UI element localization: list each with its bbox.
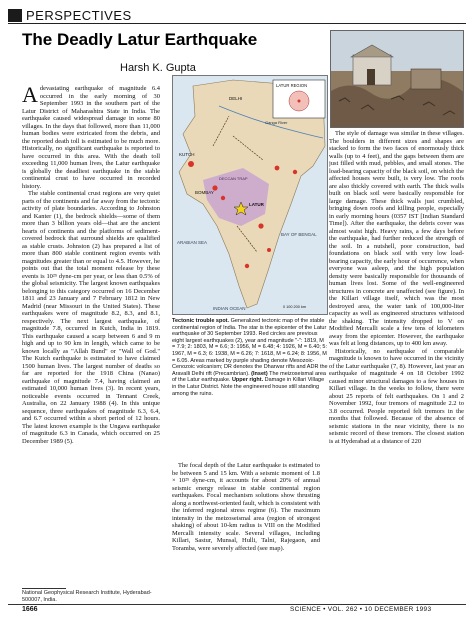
header-block-marker [8,9,22,22]
earthquake-marker-3 [258,223,263,228]
map-label-bay-of-bengal: BAY OF BENGAL [281,232,317,237]
caption-heading-photo: Upper right. [231,377,264,384]
map-scale-label: 0 100 200 km [283,305,307,309]
inset-title-label: LATUR REGION [276,83,308,88]
body-column-left [22,85,160,585]
earthquake-marker-6 [293,170,297,174]
caption-heading-map: Tectonic trouble spot. [172,318,230,324]
map-label-arabian-sea: ARABIAN SEA [177,240,208,245]
article-author: Harsh K. Gupta [120,62,196,74]
map-label-kutch: KUTCH [179,152,195,157]
caption-text-map: Generalized tectonic map of the stable continental region of India. The star is the epicenter of the Latur earthquake of 30 September 1993. Red circles are previous eight largest earthquakes (2), year and magnitude "-": 1819, M = 7.9; 2: 1803, M = 6.6; 3: 1956, M = 6.48; 4: 1926, M = 6.40; 5: 1967, M = 6.3; 6: 1938, M = 6.26; 7: 1618, M = 6.24; 8: 1956, M = 6.05. Areas marked by purple shading denote Mesozoic-Cenozoic volcanism; DR denotes the Dharwar rifts and ADR the Aravalli Delhi rift (Precambrian). [172,318,328,377]
paragraph-1-text: devastating earthquake of magnitude 6.4 occurred in the early morning of 30 September 1993 in the southern part of the Latur District of Maharashtra State in India. The earthquake caused widespread damage in some 80 villages. In the days that followed, more than 11,000 human bodies were extricated from the debris, and the reported death toll is estimated to be much more. Historically, no significant earthquake is reported to have occurred in this area. With the death toll exceeding 11,000 human lives, the Latur earthquake is globally the deadliest earthquake in the stable continental crust to have occurred in recorded history. [22,85,160,190]
map-label-bombay: BOMBAY [195,190,214,195]
paragraph-5: Historically, no earthquake of comparable magnitude is known to have occurred in the vicinity of the Latur earthquake (7, 8). However, last year an earthquake of magnitude 4 on 18 October 1992 caused minor structural damages to a few houses in Killari village. In the weeks to follow, there were about 25 reports of felt earthquakes. On 1 and 2 November 1992, four tremors of magnitude 2.2 to 3.8 occurred. People reported felt tremors in the months that followed. Because of the absence of seismic stations in the near vicinity, there is no seismic record of these tremors. The closest station is at Hyderabad at a distance of 220 [329,347,464,445]
page-number: 1666 [22,606,38,613]
earthquake-marker-8 [267,248,271,252]
photo-house-door [367,69,375,85]
tectonic-map-figure [172,75,328,315]
map-label-indian-ocean: INDIAN OCEAN [213,306,246,311]
body-column-middle [172,462,320,592]
earthquake-marker-4 [275,166,280,171]
body-column-right [329,130,464,592]
earthquake-marker-1 [188,161,194,167]
map-label-latur: LATUR [249,202,264,207]
section-header [8,8,466,24]
author-affiliation: National Geophysical Research Institute, Hyderabad-500007, India. [22,590,152,603]
earthquake-marker-7 [245,264,249,268]
map-label-delhi: DELHI [229,96,243,101]
photo-ruined-wall [411,69,441,89]
caption-heading-inset: (Inset) [251,370,268,377]
photo-sky [331,31,464,71]
inset-epicenter [298,100,301,103]
caption-text-photo: Damage in Killari Village in the Latur District. Note the engineered house still standing among the ruins. [172,377,325,397]
earthquake-marker-5 [221,196,225,200]
killari-damage-photo [330,30,464,128]
paragraph-4: The style of damage was similar in these villages. The boulders in different sizes and shapes are stacked to form the two faces of enormously thick walls (up to 4 feet), and the gaps between them are just filled with mud, pebbles, and small stones. The load-bearing capacity of the black soil, on which the affected houses were built, is very low. The roofs are also thickly covered with earth. The thick walls built on black soil were basically responsible for large damage. These thick walls just crumbled, bringing down roofs and killing people, especially in early morning hours (0357 IST [Indian Standard Time]). After the earthquake, the debris cover was almost waist high. Heavy rains, a few days before the earthquake, had further reduced the strength of the soil. In a nutshell, poor construction, bad foundations on black soil with very low load-bearing capacity, the early hour of occurrence, when everyone was asleep, and the high population density were basically responsible for thousands of human lives lost. Some of the well-engineered structures in concrete are unaffected (see figure). In the Killari village itself, which was the most destroyed area, the water tank of 100,000-liter capacity as well as engineered structures withstood the shaking. The intensity dropped to V on Modified Mercalli scale a few tens of kilometers away from the epicenter. However, the earthquake was felt at long distances, up to 400 km away. [329,130,464,347]
section-label: PERSPECTIVES [26,8,132,23]
map-label-deccan: DECCAN TRAP [219,176,248,181]
india-map-svg [173,76,328,315]
caption-text-inset: The meizoseismal area of the Latur earthquake. [172,370,326,384]
photo-svg [331,31,464,128]
map-label-ganges: Ganga River [265,120,288,125]
drop-cap: A [22,85,38,107]
affiliation-rule [22,588,66,589]
paragraph-3: The focal depth of the Latur earthquake is estimated to be between 5 and 15 km. With a seismic moment of 1.8 × 10²⁵ dyne-cm, it accounts for about 20% of annual seismic energy release in stable continental region earthquakes. Focal mechanism solutions show thrusting along a northwest-oriented fault, which is consistent with the inferred regional stress regime (6). The maximum intensity in the meizoseismal area (region of strongest shaking) of about 10-km radius is VIII on the Modified Mercalli intensity scale. Several villages, including Killari, Sastur, Munsal, Hulli, Talni, Rajegaon, and Toramba, were severely affected (see map). [172,462,320,552]
figure-caption [172,318,328,458]
paragraph-1 [22,85,160,190]
paragraph-2: The stable continental crust regions are very quiet parts of the continents and far away from the tectonic activity of plate boundaries. According to Johnston and Kanter (1), the bedrock shields—some of them more than 3 billion years old—that are the ancient hearts of continents and the platforms of sediment-covered bedrock that surround shields are qualified as stable crusts. Johnston (2) has prepared a list of more than 800 stable continent region events with magnitudes greater than or equal to 4.5. However, he points out that the total moment release by these events is 10²⁵ dyne-cm per year, or less than 0.5% of the global seismicity. The largest known earthquakes belonging to this category occurred on 16 December 1811 and 23 January and 7 February 1812 in New Madrid (near Missouri in the United States). These earthquakes were of magnitude 8.2, 8.3, and 8.1, respectively. The next largest earthquake, of magnitude 7.8, occurred in Kutch, India in 1819. This earthquake caused a scarp between 6 and 9 m high and up to 90 km in length, which came to be known locally as "Allah Bund" or "Wall of God." The Kutch earthquake is estimated to have claimed 1500 human lives. The largest number of deaths so far are reported for the 1918 China (Nanao) earthquake of magnitude 7.4, having claimed an estimated 10,000 human lives (3). In recent years, noticeable events occurred in Tennant Creek, Australia, on 22 January 1988 (4). In this unique sequence, three earthquakes of magnitude 6.3, 6.4, and 6.7 occurred within a short period of 12 hours. The latest known example is the Ungava earthquake of magnitude 6.3 in Canada, which occurred on 25 December 1989 (5). [22,190,160,445]
article-title: The Deadly Latur Earthquake [22,30,258,49]
journal-footer: SCIENCE • VOL. 262 • 10 DECEMBER 1993 [290,606,432,613]
footer-rule [8,604,466,605]
